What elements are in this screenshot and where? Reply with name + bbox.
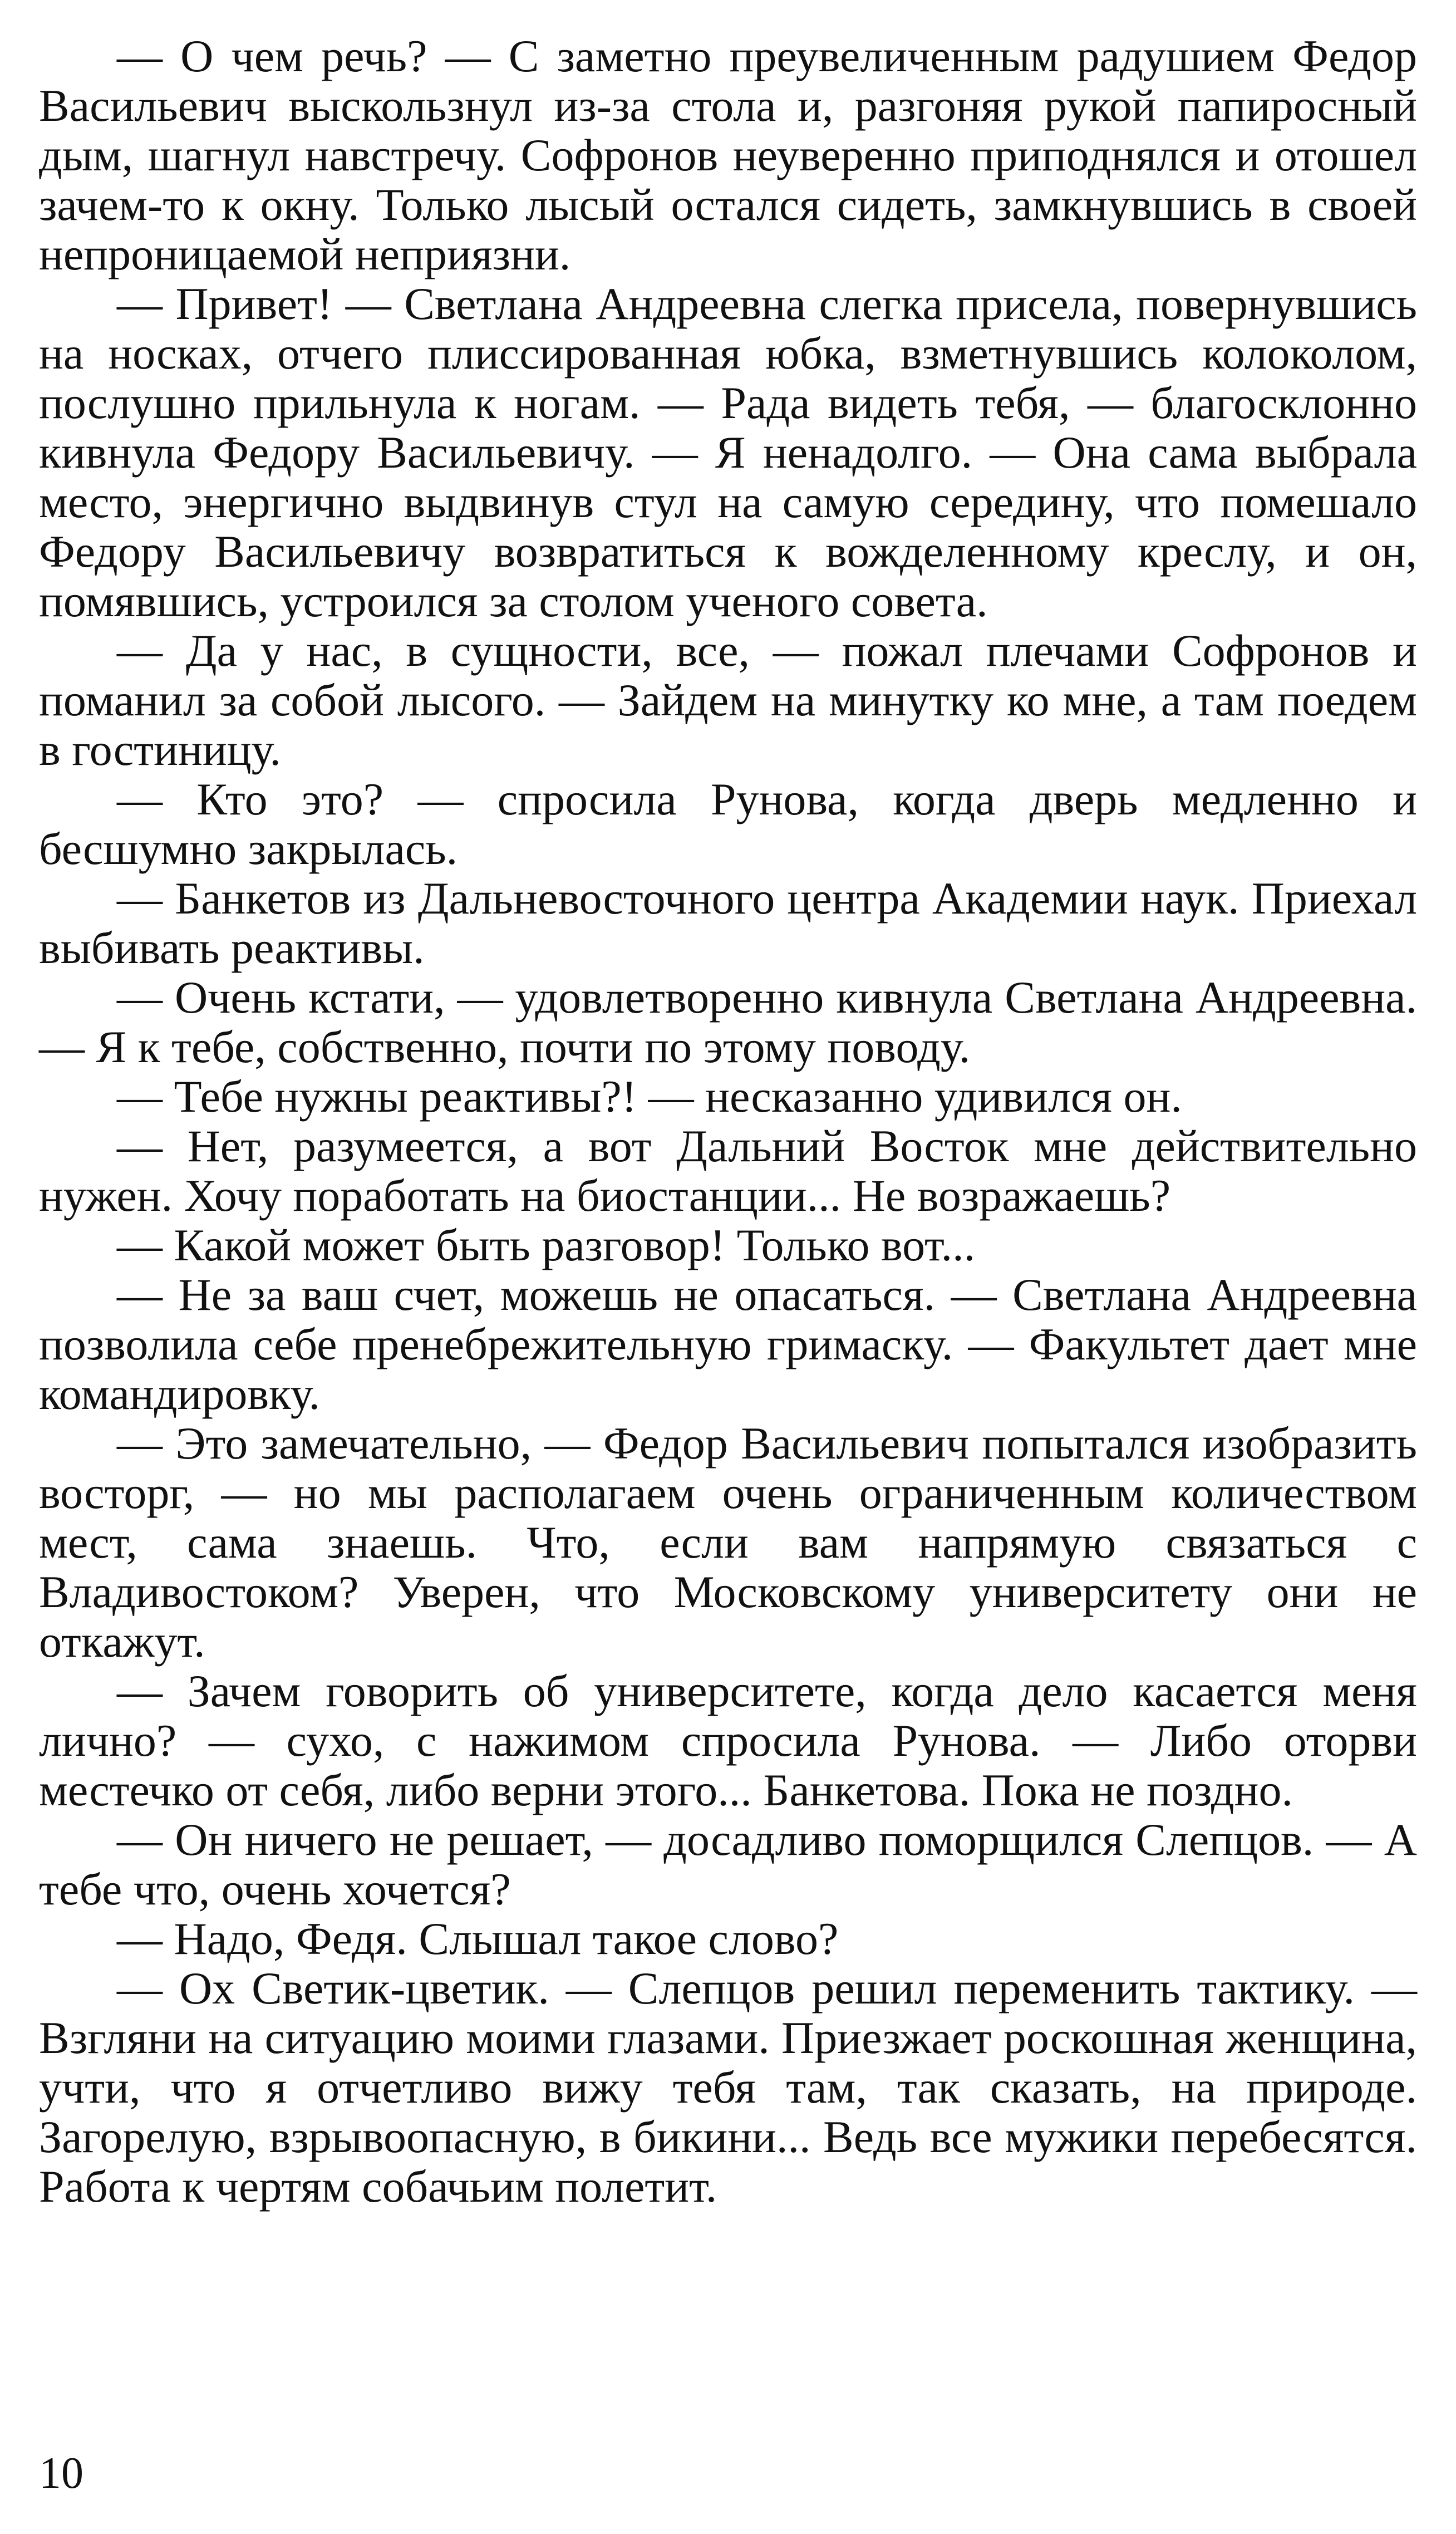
paragraph: — Ох Светик-цветик. — Слепцов решил переменить тактику. — Взгляни на ситуацию моими глазами. Приезжает роскошная женщина, учти, что я отчетливо вижу тебя там, так сказать, на природе. Загорелую, взрывоопасную, в бикини... Ведь все мужики перебесятся. Работа к чертям собачьим полетит.	[39, 1963, 1417, 2212]
body-text	[39, 31, 1417, 2211]
paragraph: — Кто это? — спросила Рунова, когда дверь медленно и бесшумно закрылась.	[39, 774, 1417, 874]
paragraph: — Привет! — Светлана Андреевна слегка присела, повернувшись на носках, отчего плиссированная юбка, взметнувшись колоколом, послушно прильнула к ногам. — Рада видеть тебя, — благосклонно кивнула Федору Васильевичу. — Я ненадолго. — Она сама выбрала место, энергично выдвинув стул на самую середину, что помешало Федору Васильевичу возвратиться к вожделенному креслу, и он, помявшись, устроился за столом ученого совета.	[39, 278, 1417, 626]
paragraph: — Очень кстати, — удовлетворенно кивнула Светлана Андреевна. — Я к тебе, собственно, почти по этому поводу.	[39, 972, 1417, 1072]
paragraph: — О чем речь? — С заметно преувеличенным радушием Федор Васильевич выскользнул из-за стола и, разгоняя рукой папиросный дым, шагнул навстречу. Софронов неуверенно приподнялся и отошел зачем-то к окну. Только лысый остался сидеть, замкнувшись в своей непроницаемой неприязни.	[39, 31, 1417, 279]
paragraph: — Тебе нужны реактивы?! — несказанно удивился он.	[117, 1071, 1182, 1122]
paragraph: — Зачем говорить об университете, когда дело касается меня лично? — сухо, с нажимом спросила Рунова. — Либо оторви местечко от себя, либо верни этого... Банкетова. Пока не поздно.	[39, 1666, 1417, 1815]
paragraph: — Банкетов из Дальневосточного центра Академии наук. Приехал выбивать реактивы.	[39, 873, 1417, 973]
paragraph: — Он ничего не решает, — досадливо поморщился Слепцов. — А тебе что, очень хочется?	[39, 1814, 1417, 1914]
paragraph: — Не за ваш счет, можешь не опасаться. — Светлана Андреевна позволила себе пренебрежительную гримаску. — Факультет дает мне командировку.	[39, 1269, 1417, 1419]
paragraph: — Нет, разумеется, а вот Дальний Восток мне действительно нужен. Хочу поработать на биостанции... Не возражаешь?	[39, 1121, 1417, 1221]
paragraph: — Какой может быть разговор! Только вот...	[117, 1220, 976, 1270]
paragraph: — Да у нас, в сущности, все, — пожал плечами Софронов и поманил за собой лысого. — Зайдем на минутку ко мне, а там поедем в гостиницу.	[39, 625, 1417, 775]
paragraph: — Это замечательно, — Федор Васильевич попытался изобразить восторг, — но мы располагаем очень ограниченным количеством мест, сама знаешь. Что, если вам напрямую связаться с Владивостоком? Уверен, что Московскому университету они не откажут.	[39, 1418, 1417, 1667]
paragraph: — Надо, Федя. Слышал такое слово?	[117, 1913, 839, 1964]
page-number: 10	[39, 2449, 83, 2498]
